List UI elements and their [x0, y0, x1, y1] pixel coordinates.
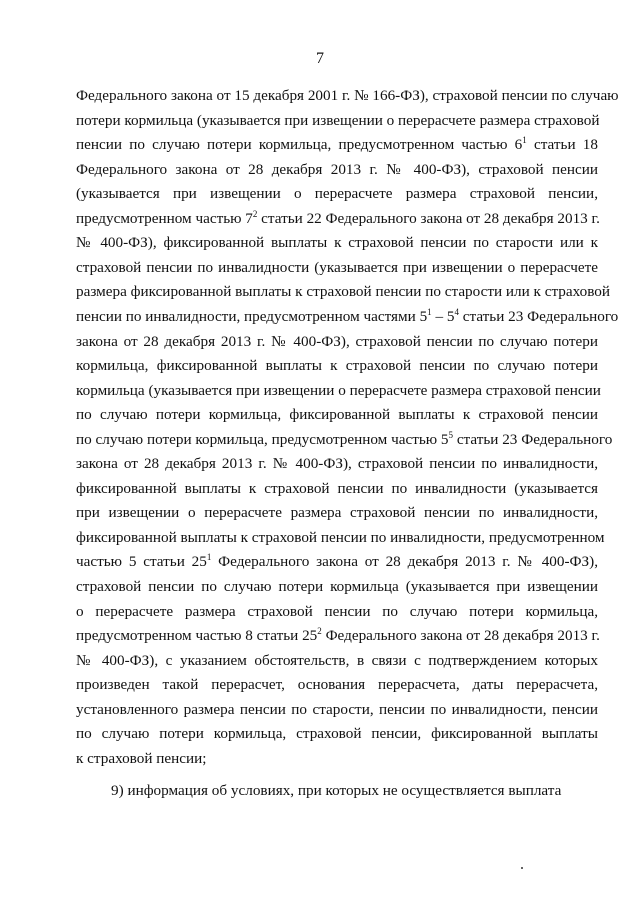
text-line: фиксированной выплаты к страховой пенсии по инвалидности (указывается — [76, 479, 598, 497]
text-line: страховой пенсии по случаю потери кормильца (указывается при извещении — [76, 578, 598, 595]
text-line: 9) информация об условиях, при которых не осуществляется выплата — [111, 782, 562, 800]
text-line: закона от 28 декабря 2013 г. № 400-ФЗ), страховой пенсии по случаю потери — [76, 332, 598, 350]
text-line: при извещении о перерасчете размера страховой пенсии по инвалидности, — [76, 504, 598, 522]
text-line: предусмотренном частью $7^2$ статьи 22 Федерального закона от 28 декабря 2013 г. — [76, 208, 600, 227]
text-line: пенсии по случаю потери кормильца, предусмотренном частью $6^1$ статьи 18 — [76, 135, 598, 154]
text-line: размера фиксированной выплаты к страховой пенсии по старости или к страховой — [76, 283, 611, 301]
text-line: № 400-ФЗ), с указанием обстоятельств, в связи с подтверждением которых — [76, 651, 598, 669]
scan-speck — [521, 867, 523, 869]
text-line: по случаю потери кормильца, страховой пенсии, фиксированной выплаты — [76, 725, 598, 743]
text-line: произведен такой перерасчет, основания перерасчета, даты перерасчета, — [76, 676, 598, 694]
text-line: кормильца (указывается при извещении о перерасчете размера страховой пенсии — [76, 381, 601, 399]
text-line: по случаю потери кормильца, фиксированной выплаты к страховой пенсии — [76, 406, 598, 424]
page-number: 7 — [316, 50, 324, 67]
text-line: (указывается при извещении о перерасчете размера страховой пенсии, — [76, 185, 598, 203]
text-line: предусмотренном частью 8 статьи $25^2$ Федерального закона от 28 декабря 2013 г. — [76, 626, 600, 645]
text-line: по случаю потери кормильца, предусмотренном частью $5^5$ статьи 23 Федерального — [76, 429, 613, 448]
text-line: Федерального закона от 15 декабря 2001 г. № 166-ФЗ), страховой пенсии по случаю — [76, 87, 619, 104]
text-line: Федерального закона от 28 декабря 2013 г. № 400-ФЗ), страховой пенсии — [76, 160, 598, 178]
text-line: кормильца, фиксированной выплаты к страховой пенсии по случаю потери — [76, 357, 598, 375]
text-line: потери кормильца (указывается при извещении о перерасчете размера страховой — [76, 111, 600, 129]
text-line: частью 5 статьи $25^1$ Федерального закона от 28 декабря 2013 г. № 400-ФЗ), — [76, 552, 598, 571]
text-line: фиксированной выплаты к страховой пенсии по инвалидности, предусмотренном — [76, 528, 605, 546]
text-line: установленного размера пенсии по старости, пенсии по инвалидности, пенсии — [76, 700, 598, 718]
text-line: о перерасчете размера страховой пенсии по случаю потери кормильца, — [76, 602, 598, 620]
text-line: пенсии по инвалидности, предусмотренном частями $5^1 - 5^4$ статьи 23 Федерального — [76, 306, 619, 325]
text-line: страховой пенсии по инвалидности (указывается при извещении о перерасчете — [76, 258, 598, 276]
text-line: к страховой пенсии; — [76, 749, 207, 767]
text-line: закона от 28 декабря 2013 г. № 400-ФЗ), страховой пенсии по инвалидности, — [76, 455, 598, 473]
text-line: № 400-ФЗ), фиксированной выплаты к страховой пенсии по старости или к — [76, 234, 598, 252]
